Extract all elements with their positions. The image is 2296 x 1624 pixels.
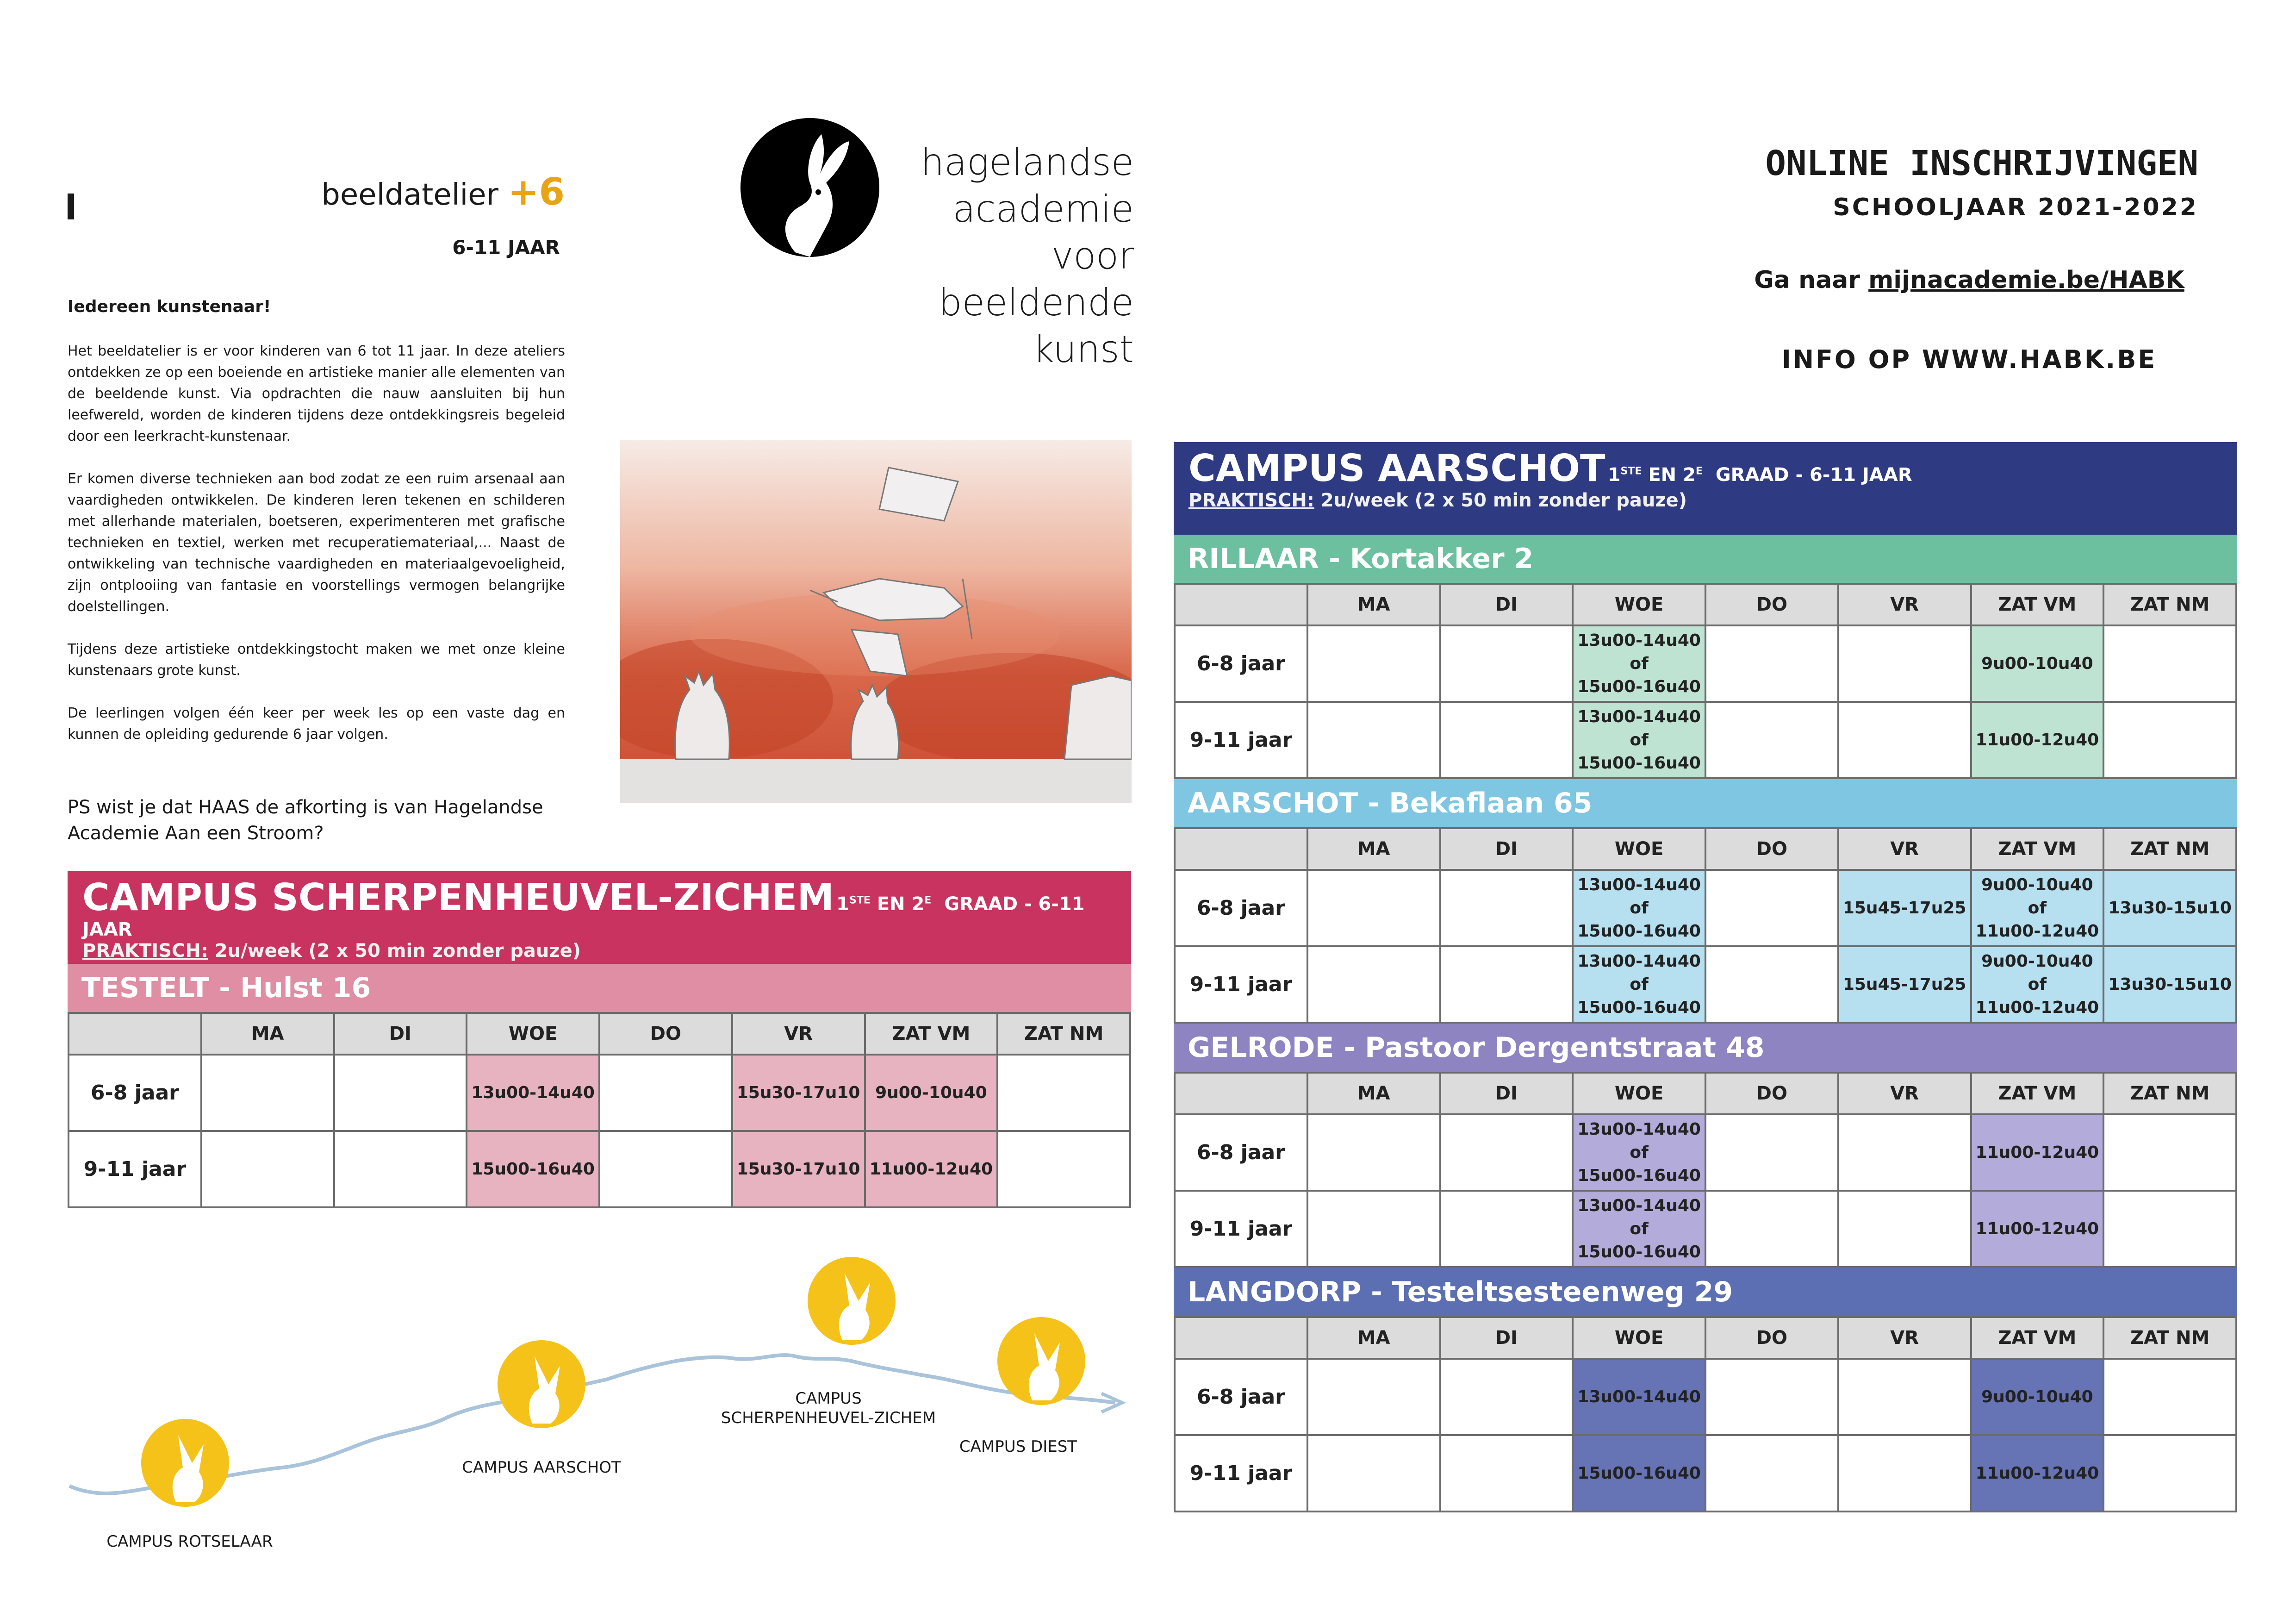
corner-cell <box>68 1013 201 1055</box>
logo-line: hagelandse <box>921 141 1134 184</box>
schedule-row <box>68 1055 1130 1131</box>
time-slot <box>2103 1114 2236 1191</box>
time-slot: 15u45-17u25 <box>1838 946 1971 1023</box>
time-slot: 13u30-15u10 <box>2103 946 2236 1023</box>
time-slot <box>1838 1114 1971 1191</box>
school-year: SCHOOLJAAR 2021-2022 <box>1833 194 2198 221</box>
map-label-scherpenheuvel <box>666 1389 990 1428</box>
time-slot <box>1838 625 1971 702</box>
location-header: LANGDORP - Testeltsesteenweg 29 <box>1174 1268 2237 1316</box>
logo-line: kunst <box>1033 328 1134 371</box>
practical-info: PRAKTISCH: 2u/week (2 x 50 min zonder pauze) <box>82 940 581 962</box>
age-range: 6-11 JAAR <box>452 236 560 259</box>
day-header: MA <box>1307 1073 1440 1114</box>
schedule-row <box>1175 702 2236 778</box>
schedule-row <box>1175 946 2236 1023</box>
day-header: DO <box>1705 1317 1838 1359</box>
map-label-aarschot: CAMPUS AARSCHOT <box>462 1458 621 1477</box>
location-header: RILLAAR - Kortakker 2 <box>1174 535 2237 583</box>
time-slot <box>1440 702 1573 778</box>
schedule-table <box>1174 583 2237 779</box>
intro-paragraph: De leerlingen volgen één keer per week les op een vaste dag en kunnen de opleiding gedurende 6 jaar volgen. <box>68 705 565 743</box>
time-slot: 15u30-17u10 <box>732 1131 865 1207</box>
corner-cell <box>1175 584 1307 625</box>
title-text: beeldatelier <box>321 178 498 212</box>
day-header: VR <box>1838 828 1971 870</box>
day-header: VR <box>1838 1073 1971 1114</box>
time-slot <box>1440 1191 1573 1267</box>
time-slot <box>1307 1114 1440 1191</box>
pin-rotselaar-icon <box>141 1419 229 1507</box>
time-slot: 13u00-14u40 of 15u00-16u40 <box>1573 870 1705 946</box>
time-slot <box>1838 702 1971 778</box>
time-slot <box>1705 1435 1838 1512</box>
time-slot <box>997 1055 1130 1131</box>
time-slot: 9u00-10u40 of 11u00-12u40 <box>1971 870 2104 946</box>
time-slot: 15u45-17u25 <box>1838 870 1971 946</box>
day-header: VR <box>732 1013 865 1055</box>
day-header: ZAT NM <box>2103 1317 2236 1359</box>
day-header: ZAT NM <box>2103 1073 2236 1114</box>
age-group: 6-8 jaar <box>1175 870 1307 946</box>
time-slot <box>1705 1114 1838 1191</box>
campus-name: CAMPUS SCHERPENHEUVEL-ZICHEM <box>82 876 834 919</box>
time-slot <box>1307 1359 1440 1435</box>
time-slot <box>599 1055 732 1131</box>
day-header: ZAT VM <box>865 1013 998 1055</box>
schedule-table <box>68 1012 1131 1208</box>
schedule-row <box>1175 1435 2236 1512</box>
campus-grade: 1STE EN $2^E$ GRAAD - 6-11 JAAR <box>82 893 1085 940</box>
day-header: DO <box>1705 1073 1838 1114</box>
campus-name: CAMPUS AARSCHOT <box>1188 447 1605 490</box>
campus-scherpenheuvel-block <box>68 871 1131 1208</box>
schedule-header-row <box>1175 584 2236 625</box>
age-group: 6-8 jaar <box>1175 1114 1307 1191</box>
logo-line: beeldende <box>938 281 1134 324</box>
intro-paragraph: Tijdens deze artistieke ontdekkingstocht maken we met onze kleine kunstenaars grote kunst. <box>68 641 565 679</box>
time-slot <box>201 1131 334 1207</box>
day-header: WOE <box>1573 828 1705 870</box>
age-group: 9-11 jaar <box>1175 1191 1307 1267</box>
time-slot <box>1838 1359 1971 1435</box>
day-header: WOE <box>1573 584 1705 625</box>
time-slot: 9u00-10u40 <box>1971 625 2104 702</box>
day-header: MA <box>1307 584 1440 625</box>
page-title <box>250 170 565 213</box>
schedule-header-row <box>68 1013 1130 1055</box>
time-slot <box>2103 1191 2236 1267</box>
campus-header <box>1174 442 2237 535</box>
schedule-header-row <box>1175 1317 2236 1359</box>
intro-paragraph: Er komen diverse technieken aan bod zodat ze een ruim arsenaal aan vaardigheden ontwikkelen. De kinderen leren tekenen en schilderen met allerhande materialen, boetseren, experimenteren met grafische technieken en textiel, werken met recuperatiemateriaal,... Naast de ontwikkeling van technische vaardigheden en materiaalgevoeligheid, zijn ontplooiing van fantasie en voorstellings vermogen belangrijke doelstellingen. <box>68 471 565 615</box>
intro-heading: Iedereen kunstenaar! <box>68 297 271 316</box>
day-header: DO <box>1705 584 1838 625</box>
goto-prefix: Ga naar <box>1754 266 1860 294</box>
time-slot <box>599 1131 732 1207</box>
day-header: ZAT VM <box>1971 828 2104 870</box>
time-slot <box>1440 1359 1573 1435</box>
time-slot: 13u00-14u40 of 15u00-16u40 <box>1573 702 1705 778</box>
campus-grade: 1STE EN $2^E$ GRAAD - 6-11 JAAR <box>1607 464 1912 486</box>
location-header: GELRODE - Pastoor Dergentstraat 48 <box>1174 1024 2237 1072</box>
day-header: VR <box>1838 1317 1971 1359</box>
schedule-table <box>1174 827 2237 1024</box>
schedule-header-row <box>1175 1073 2236 1114</box>
time-slot: 13u00-14u40 of 15u00-16u40 <box>1573 1114 1705 1191</box>
time-slot <box>2103 1359 2236 1435</box>
map-label-rotselaar: CAMPUS ROTSELAAR <box>106 1532 273 1551</box>
practical-info: PRAKTISCH: 2u/week (2 x 50 min zonder pauze) <box>1188 490 1687 511</box>
pin-scherpenheuvel-icon <box>808 1257 896 1345</box>
day-header: WOE <box>467 1013 599 1055</box>
time-slot: 13u30-15u10 <box>2103 870 2236 946</box>
time-slot: 11u00-12u40 <box>1971 1191 2104 1267</box>
schedule-table <box>1174 1072 2237 1268</box>
time-slot: 15u00-16u40 <box>1573 1435 1705 1512</box>
pin-diest-icon <box>997 1317 1085 1405</box>
corner-cell <box>1175 1073 1307 1114</box>
time-slot <box>1705 702 1838 778</box>
time-slot <box>1307 702 1440 778</box>
logo-wordmark <box>879 139 1134 373</box>
time-slot <box>2103 702 2236 778</box>
title-plus: +6 <box>508 170 565 213</box>
time-slot <box>1307 870 1440 946</box>
title-marker <box>68 194 74 219</box>
time-slot <box>1838 1435 1971 1512</box>
time-slot: 9u00-10u40 <box>1971 1359 2104 1435</box>
location-header: AARSCHOT - Bekaflaan 65 <box>1174 779 2237 827</box>
schedule-row <box>1175 1191 2236 1267</box>
time-slot <box>334 1131 467 1207</box>
time-slot <box>1440 1435 1573 1512</box>
pin-aarschot-icon <box>498 1340 585 1428</box>
day-header: ZAT NM <box>2103 584 2236 625</box>
day-header: ZAT VM <box>1971 1073 2104 1114</box>
time-slot: 11u00-12u40 <box>1971 1435 2104 1512</box>
time-slot <box>1705 1191 1838 1267</box>
time-slot <box>1307 946 1440 1023</box>
location-list <box>1174 535 2237 1512</box>
day-header: ZAT NM <box>997 1013 1130 1055</box>
time-slot <box>2103 1435 2236 1512</box>
day-header: DO <box>1705 828 1838 870</box>
time-slot: 15u00-16u40 <box>467 1131 599 1207</box>
day-header: MA <box>201 1013 334 1055</box>
haas-logo-icon <box>740 118 879 257</box>
age-group: 9-11 jaar <box>1175 946 1307 1023</box>
age-group: 9-11 jaar <box>1175 702 1307 778</box>
corner-cell <box>1175 1317 1307 1359</box>
schedule-row <box>1175 870 2236 946</box>
age-group: 6-8 jaar <box>1175 625 1307 702</box>
time-slot <box>997 1131 1130 1207</box>
schedule-header-row <box>1175 828 2236 870</box>
day-header: MA <box>1307 828 1440 870</box>
schedule-row <box>68 1131 1130 1207</box>
registration-link-line <box>1712 266 2226 294</box>
registration-title: ONLINE INSCHRIJVINGEN <box>1765 144 2198 183</box>
ps-note: PS wist je dat HAAS de afkorting is van Hagelandse Academie Aan een Stroom? <box>68 797 543 844</box>
time-slot <box>1705 625 1838 702</box>
day-header: DI <box>1440 584 1573 625</box>
artwork-image <box>620 440 1132 803</box>
campus-map <box>65 1250 1139 1583</box>
logo-line: academie <box>952 187 1134 231</box>
day-header: ZAT VM <box>1971 1317 2104 1359</box>
time-slot: 11u00-12u40 <box>1971 702 2104 778</box>
schedule-table <box>1174 1316 2237 1512</box>
day-header: WOE <box>1573 1317 1705 1359</box>
day-header: DI <box>1440 828 1573 870</box>
schedule-row <box>1175 625 2236 702</box>
day-header: ZAT VM <box>1971 584 2104 625</box>
day-header: WOE <box>1573 1073 1705 1114</box>
campus-header <box>68 871 1131 964</box>
map-label-diest: CAMPUS DIEST <box>959 1437 1077 1456</box>
age-group: 6-8 jaar <box>1175 1359 1307 1435</box>
time-slot <box>1307 1191 1440 1267</box>
age-group: 9-11 jaar <box>68 1131 201 1207</box>
age-group: 6-8 jaar <box>68 1055 201 1131</box>
time-slot <box>1705 870 1838 946</box>
info-website: INFO OP WWW.HABK.BE <box>1781 345 2157 374</box>
location-list <box>68 964 1131 1208</box>
time-slot: 15u30-17u10 <box>732 1055 865 1131</box>
day-header: MA <box>1307 1317 1440 1359</box>
time-slot: 13u00-14u40 <box>467 1055 599 1131</box>
time-slot: 13u00-14u40 <box>1573 1359 1705 1435</box>
time-slot <box>1440 870 1573 946</box>
time-slot <box>334 1055 467 1131</box>
time-slot: 11u00-12u40 <box>865 1131 998 1207</box>
time-slot <box>1307 625 1440 702</box>
day-header: VR <box>1838 584 1971 625</box>
day-header: DI <box>1440 1317 1573 1359</box>
day-header: DO <box>599 1013 732 1055</box>
time-slot <box>201 1055 334 1131</box>
age-group: 9-11 jaar <box>1175 1435 1307 1512</box>
time-slot: 9u00-10u40 of 11u00-12u40 <box>1971 946 2104 1023</box>
schedule-row <box>1175 1114 2236 1191</box>
corner-cell <box>1175 828 1307 870</box>
time-slot: 9u00-10u40 <box>865 1055 998 1131</box>
time-slot <box>1440 1114 1573 1191</box>
map-label-scherpenheuvel-line: CAMPUS <box>795 1389 862 1408</box>
time-slot: 11u00-12u40 <box>1971 1114 2104 1191</box>
time-slot <box>1705 1359 1838 1435</box>
intro-paragraph: Het beeldatelier is er voor kinderen van 6 tot 11 jaar. In deze ateliers ontdekken ze op een boeiende en artistieke manier alle elementen van de beeldende kunst. Via opdrachten die nauw aansluiten bij hun leefwereld, worden de kinderen tijdens deze ontdekkingsreis begeleid door een leerkracht-kunstenaar. <box>68 343 565 444</box>
day-header: DI <box>334 1013 467 1055</box>
time-slot <box>1838 1191 1971 1267</box>
logo-line: voor <box>1051 234 1134 277</box>
time-slot: 13u00-14u40 of 15u00-16u40 <box>1573 946 1705 1023</box>
time-slot: 13u00-14u40 of 15u00-16u40 <box>1573 1191 1705 1267</box>
location-header: TESTELT - Hulst 16 <box>68 964 1131 1012</box>
time-slot <box>1307 1435 1440 1512</box>
registration-link[interactable]: mijnacademie.be/HABK <box>1868 266 2184 294</box>
campus-aarschot-block <box>1174 442 2237 1512</box>
time-slot <box>1440 625 1573 702</box>
intro-text <box>68 296 565 767</box>
time-slot <box>1440 946 1573 1023</box>
time-slot: 13u00-14u40 of 15u00-16u40 <box>1573 625 1705 702</box>
map-label-scherpenheuvel-line: SCHERPENHEUVEL-ZICHEM <box>721 1409 936 1427</box>
time-slot <box>2103 625 2236 702</box>
day-header: ZAT NM <box>2103 828 2236 870</box>
time-slot <box>1705 946 1838 1023</box>
schedule-row <box>1175 1359 2236 1435</box>
day-header: DI <box>1440 1073 1573 1114</box>
